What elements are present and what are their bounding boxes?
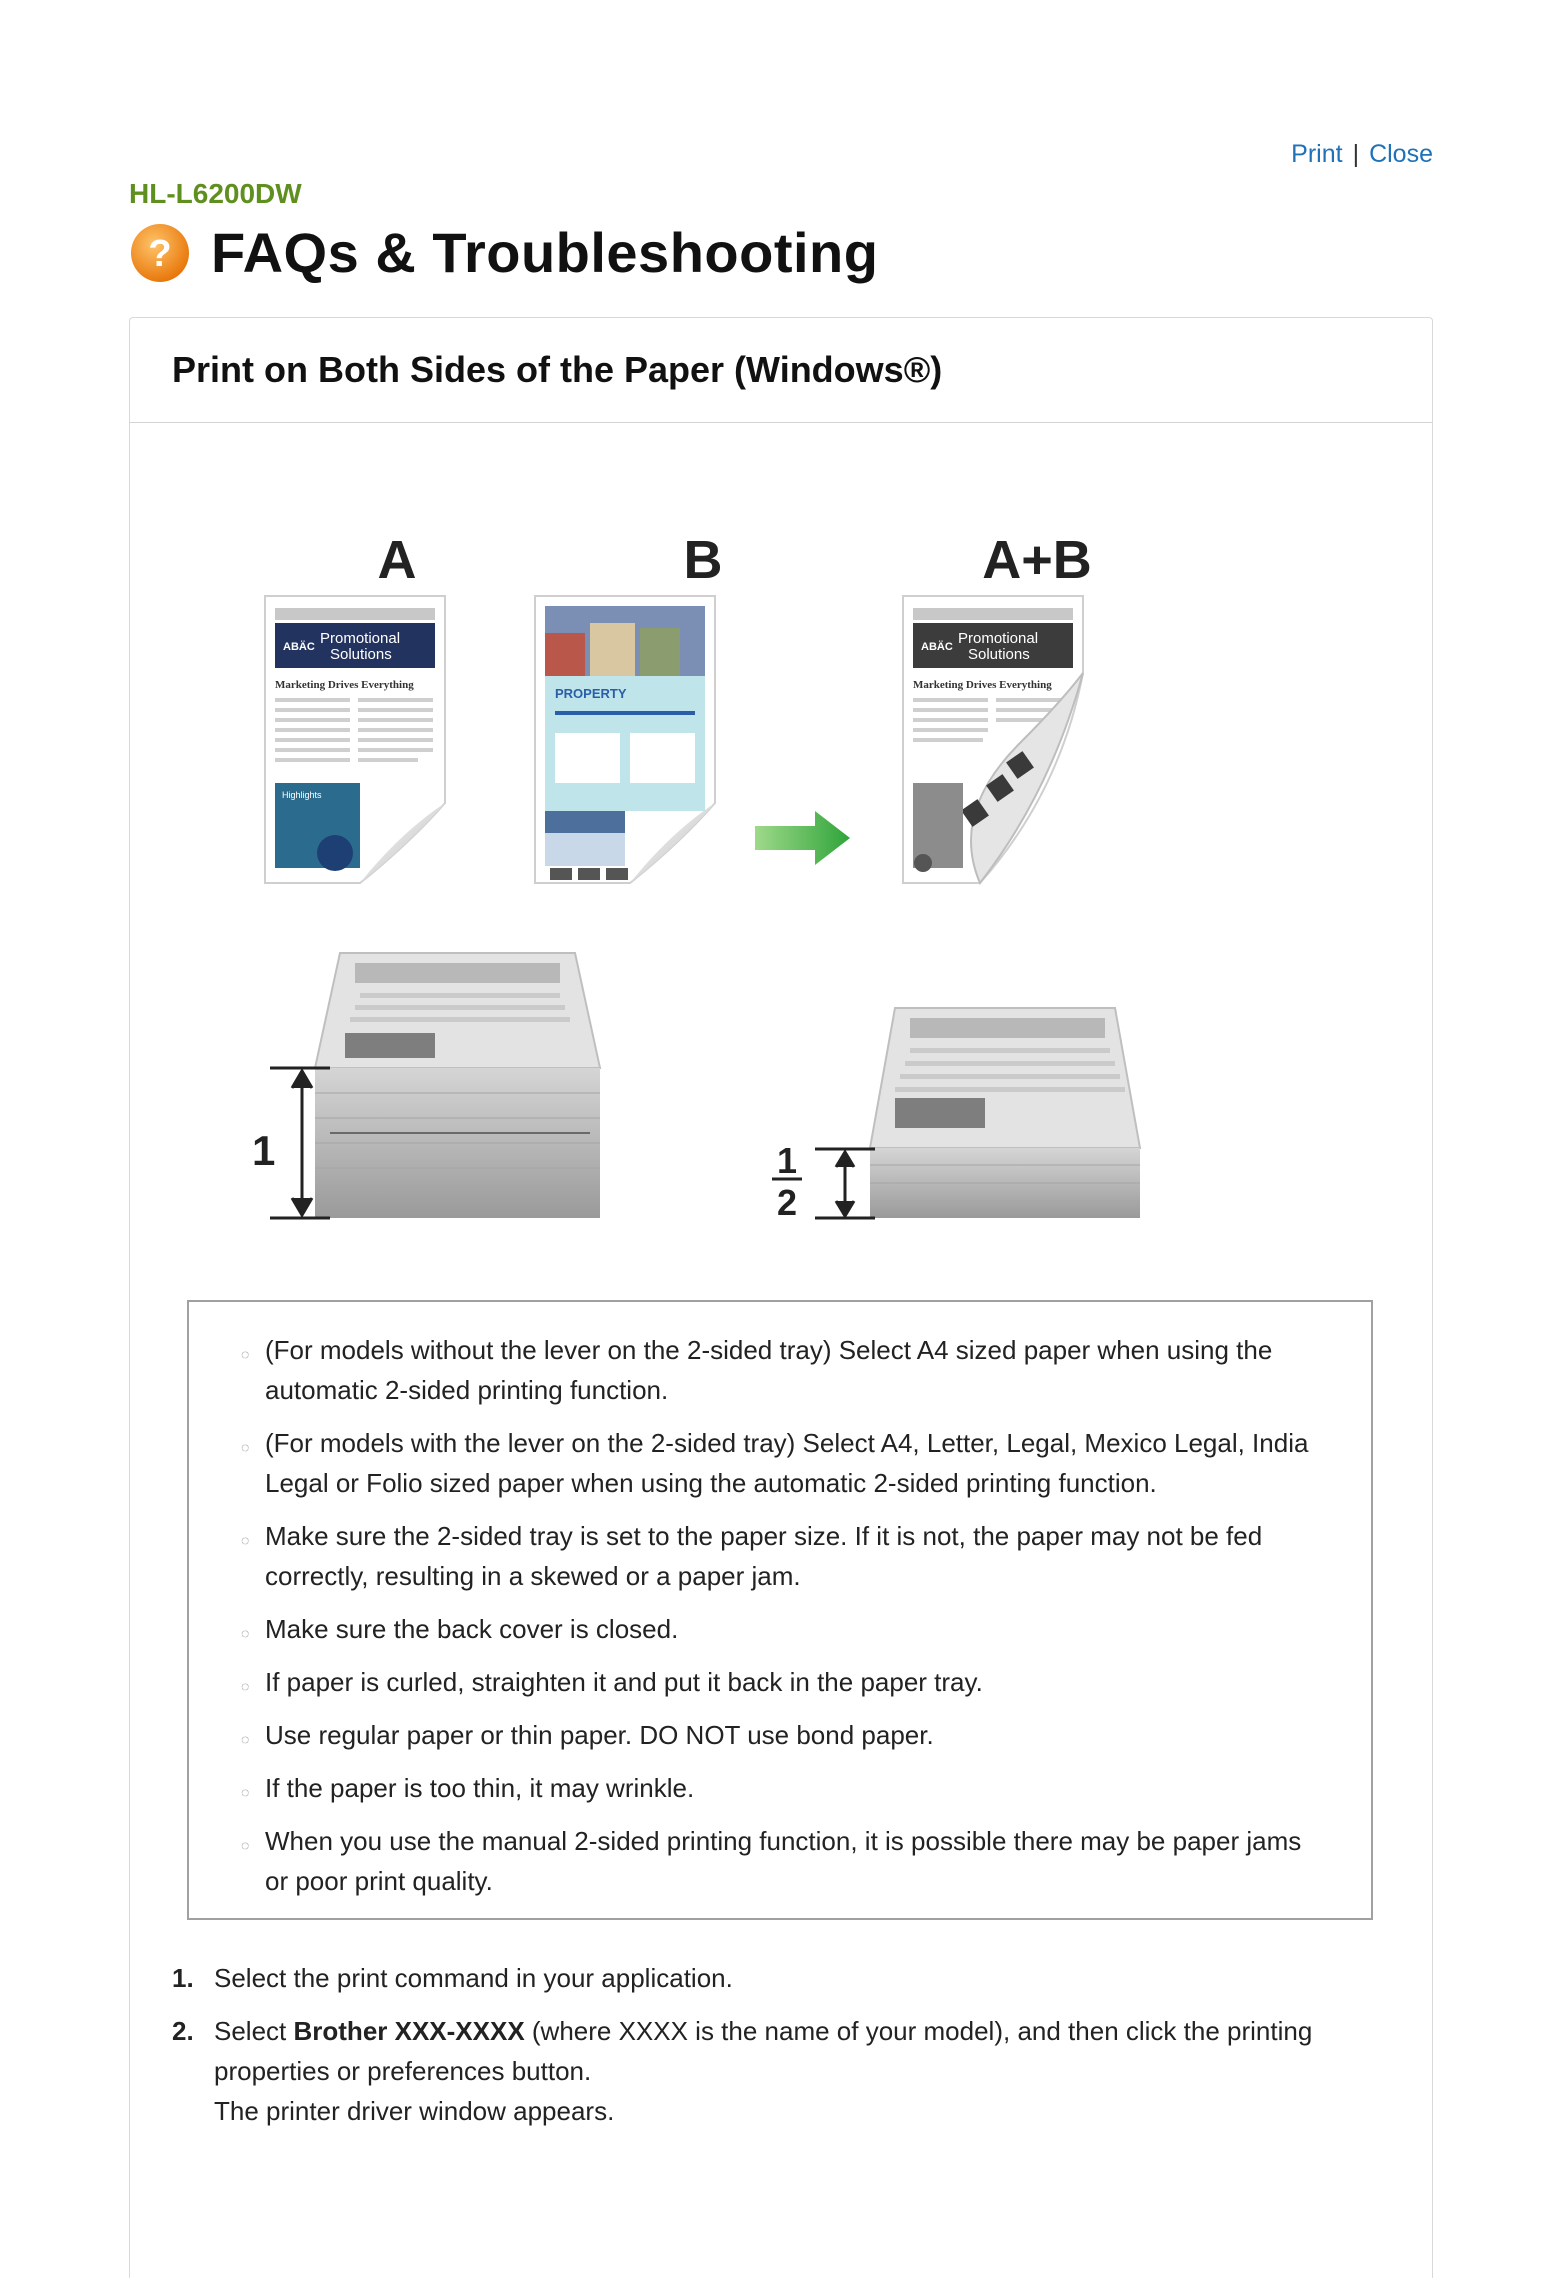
step-number: 1. [172, 1963, 194, 1993]
stack-half-label-denominator: 2 [776, 1182, 798, 1223]
svg-text:Marketing Drives Everything: Marketing Drives Everything [913, 679, 1052, 691]
step-result: The printer driver window appears. [214, 2096, 615, 2126]
note-text: Make sure the back cover is closed. [265, 1614, 679, 1644]
page-a-sheet [265, 596, 445, 883]
printer-name: Brother XXX-XXXX [293, 2016, 525, 2046]
step-text-after: (where XXXX is the name of your model), and then click the printing properties or preferences button. [214, 2016, 1313, 2086]
svg-text:Solutions: Solutions [330, 646, 392, 663]
link-separator: | [1352, 140, 1360, 168]
bullet-icon: ◌ [241, 1784, 250, 1800]
label-a: A [377, 530, 417, 590]
note-item [241, 1821, 1331, 1901]
step-text: Select the print command in your application. [214, 1963, 733, 1993]
step-text-before: Select [214, 2016, 294, 2046]
transition-arrow [755, 811, 850, 865]
paper-stack-full [315, 953, 600, 1218]
svg-text:ABÄC: ABÄC [283, 641, 315, 653]
note-text: (For models with the lever on the 2-sided tray) Select A4, Letter, Legal, Mexico Legal, India Legal or Folio sized paper when using the automatic 2-sided printing function. [265, 1428, 1309, 1498]
note-item [241, 1516, 1331, 1596]
svg-text:Marketing Drives Everything: Marketing Drives Everything [275, 679, 414, 691]
note-text: When you use the manual 2-sided printing function, it is possible there may be paper jams or poor print quality. [265, 1826, 1302, 1896]
stack-half-label-numerator: 1 [776, 1140, 798, 1181]
label-b: B [683, 530, 723, 590]
note-item [241, 1768, 1331, 1808]
print-link[interactable]: Print [1291, 140, 1343, 168]
svg-text:PROPERTY: PROPERTY [555, 686, 627, 701]
note-item [241, 1423, 1331, 1503]
note-text: Use regular paper or thin paper. DO NOT use bond paper. [265, 1720, 934, 1750]
bullet-icon: ◌ [241, 1439, 250, 1455]
svg-text:Highlights: Highlights [282, 790, 322, 800]
question-icon [129, 222, 191, 284]
model-name: HL-L6200DW [129, 178, 302, 209]
page-ab-sheet [903, 596, 1083, 883]
svg-text:Promotional: Promotional [958, 630, 1039, 647]
note-text: Make sure the 2-sided tray is set to the paper size. If it is not, the paper may not be fed correctly, resulting in a skewed or a paper jam. [265, 1521, 1263, 1591]
note-item [241, 1662, 1331, 1702]
page-header [129, 220, 878, 285]
note-item [241, 1715, 1331, 1755]
note-item [241, 1609, 1331, 1649]
top-links [1291, 140, 1433, 169]
note-item [241, 1330, 1331, 1410]
stack-full-label: 1 [252, 1127, 276, 1174]
notes-box [187, 1300, 1373, 1920]
note-text: If the paper is too thin, it may wrinkle. [265, 1773, 695, 1803]
label-ab: A+B [982, 530, 1092, 590]
svg-text:Solutions: Solutions [968, 646, 1030, 663]
paper-stack-half [870, 1008, 1140, 1218]
page-title: FAQs & Troubleshooting [211, 221, 879, 284]
note-text: If paper is curled, straighten it and put it back in the paper tray. [265, 1667, 983, 1697]
card-header [130, 318, 1432, 423]
close-link[interactable]: Close [1369, 140, 1433, 168]
bullet-icon: ◌ [241, 1837, 250, 1853]
step-number: 2. [172, 2016, 194, 2046]
section-title: Print on Both Sides of the Paper (Windows®) [172, 349, 943, 390]
faq-card [129, 317, 1433, 2278]
bullet-icon: ◌ [241, 1731, 250, 1747]
svg-text:?: ? [148, 232, 172, 275]
svg-text:Promotional: Promotional [320, 630, 401, 647]
bullet-icon: ◌ [241, 1625, 250, 1641]
svg-text:ABÄC: ABÄC [921, 641, 953, 653]
page-b-sheet [535, 596, 715, 883]
bullet-icon: ◌ [241, 1532, 250, 1548]
bullet-icon: ◌ [241, 1678, 250, 1694]
step-item [172, 1958, 1392, 1998]
step-text [214, 2011, 1392, 2131]
note-text: (For models without the lever on the 2-sided tray) Select A4 sized paper when using the automatic 2-sided printing function. [265, 1335, 1273, 1405]
notes-list [241, 1330, 1331, 1901]
steps-list [172, 1958, 1392, 2144]
bullet-icon: ◌ [241, 1346, 250, 1362]
step-item [172, 2011, 1392, 2131]
